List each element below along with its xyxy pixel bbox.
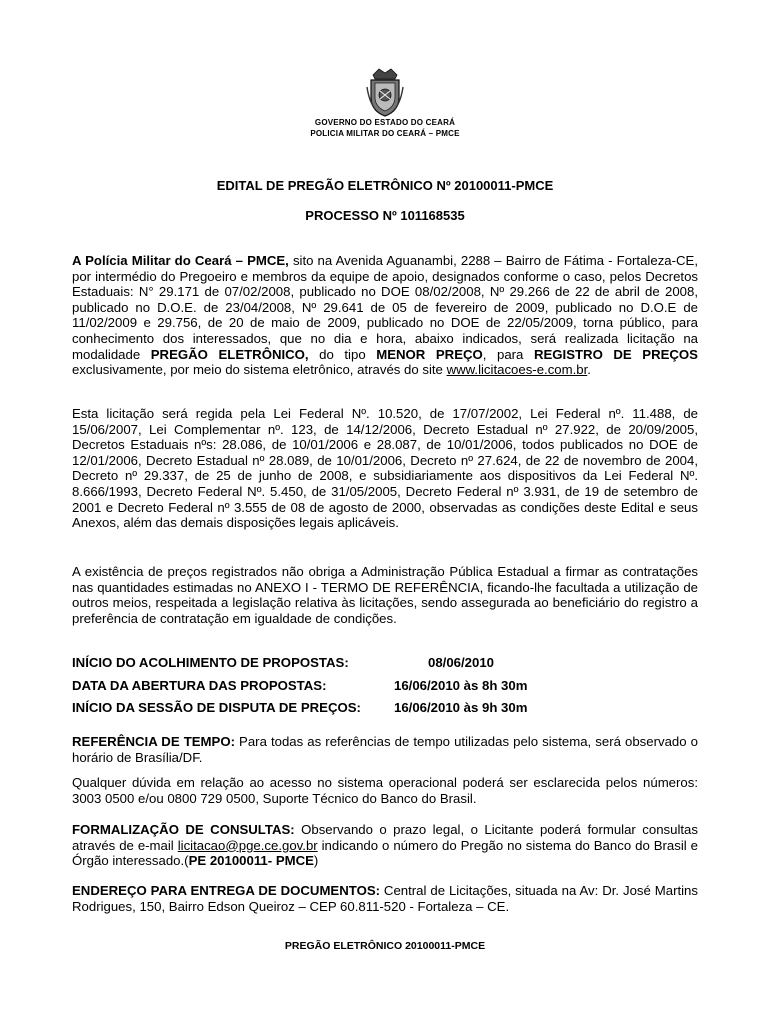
legislation-paragraph: Esta licitação será regida pela Lei Federal Nº. 10.520, de 17/07/2002, Lei Federal nº. 11.488, de 15/06/2007, Lei Complementar nº. 123, de 14/12/2006, Decreto Estadual nº 27.922, de 20/09/2005, Decretos Estaduais nºs: 28.086, de 10/01/2006 e 28.087, de 10/01/2006, todos publicados no DOE de 12/01/2006, Decreto Estadual nº 28.089, de 10/01/2006, Decreto nº 27.624, de 22 de novembro de 2004, Decreto nº 29.337, de 25 de junho de 2008, e subsidiariamente aos dispositivos da Lei Federal Nº. 8.666/1993, Decreto Federal Nº. 5.450, de 31/05/2005, Decreto Federal nº 3.931, de 19 de setembro de 2001 e Decreto Federal nº 3.555 de 08 de agosto de 2000, observadas as condições deste Edital e seus Anexos, além das demais disposições legais aplicáveis. [72,406,698,531]
website-link[interactable]: www.licitacoes-e.com.br [446,362,588,378]
consultations-label: FORMALIZAÇÃO DE CONSULTAS: [72,822,295,837]
schedule-value: 08/06/2010 [428,655,495,670]
schedule-label: INÍCIO DO ACOLHIMENTO DE PROPOSTAS: [72,655,349,670]
time-reference-label: REFERÊNCIA DE TEMPO: [72,734,235,749]
processo-number: PROCESSO Nº 101168535 [305,208,465,223]
price-registry-paragraph: A existência de preços registrados não obriga a Administração Pública Estadual a firmar as contratações nas quantidades estimadas no ANEXO I - TERMO DE REFERÊNCIA, ficando-lhe facultada a utilização de outros meios, respeitada a legislação relativa às licitações, sendo assegurada ao beneficiário do registro a preferência de contratação em igualdade de condições. [72,564,698,626]
state-coat-of-arms-icon [365,67,405,117]
intro-text-3: , para [482,346,534,362]
support-paragraph: Qualquer dúvida em relação ao acesso no sistema operacional poderá ser esclarecida pelos números: 3003 0500 e/ou 0800 729 0500, Suporte Técnico do Banco do Brasil. [72,775,698,806]
schedule-value: 16/06/2010 às 9h 30m [394,700,528,715]
time-reference-text: Para todas as referências de tempo utilizadas pelo sistema, será observado o horário de Brasília/DF. [72,734,698,765]
intro-text-4: exclusivamente, por meio do sistema eletrônico, através do site [72,362,447,378]
agency-name: POLICIA MILITAR DO CEARÁ – PMCE [310,129,460,138]
schedule-value: 16/06/2010 às 8h 30m [394,678,528,693]
page-footer: PREGÃO ELETRÔNICO 20100011-PMCE [284,940,486,952]
consultations-end: ) [313,853,319,869]
edital-title: EDITAL DE PREGÃO ELETRÔNICO Nº 20100011-PMCE [216,178,554,193]
schedule-row [72,678,528,693]
consultations-text-1: Observando o prazo legal, o Licitante poderá formular consultas através de e-mail [72,822,698,853]
intro-text-1: sito na Avenida Aguanambi, 2288 – Bairro de Fátima - Fortaleza-CE, por intermédio do Pregoeiro e membros da equipe de apoio, designados conforme o caso, pelos Decretos Estaduais: N° 29.171 de 07/02/2008, publicado no DOE 08/02/2008, Nº 29.266 de 22 de abril de 2008, publicado no D.O.E. de 23/04/2008, Nº 29.641 de 05 de fevereiro de 2009, publicado no D.O.E de 11/02/2009 e 29.756, de 20 de maio de 2009, publicado no DOE de 22/05/2009, torna público, para conhecimento dos interessados, que no dia e hora, abaixo indicados, será realizada licitação na modalidade [72,253,698,362]
consultations-paragraph [72,822,698,869]
intro-end: . [587,362,591,378]
time-reference-paragraph [72,734,698,765]
intro-text-2: do tipo [308,346,377,362]
schedule-row [72,655,495,670]
agency-lead: A Polícia Militar do Ceará – PMCE, [72,253,289,268]
intro-paragraph [72,253,698,378]
pregao-code-bold: PE 20100011- PMCE [188,853,314,869]
modality-bold: PREGÃO ELETRÔNICO, [150,346,309,362]
registry-bold: REGISTRO DE PREÇOS [533,346,698,362]
delivery-address-label: ENDEREÇO PARA ENTREGA DE DOCUMENTOS: [72,883,381,898]
schedule-label: INÍCIO DA SESSÃO DE DISPUTA DE PREÇOS: [72,700,361,715]
delivery-address-paragraph [72,883,698,914]
consultations-text-2: indicando o número do Pregão no sistema do Banco do Brasil e Órgão interessado.( [72,837,699,869]
email-link[interactable]: licitacao@pge.ce.gov.br [177,837,318,853]
government-name: GOVERNO DO ESTADO DO CEARÁ [314,118,456,127]
delivery-address-text: Central de Licitações, situada na Av: Dr. José Martins Rodrigues, 150, Bairro Edson Queiroz – CEP 60.811-520 - Fortaleza – CE. [72,883,698,914]
schedule-label: DATA DA ABERTURA DAS PROPOSTAS: [72,678,327,693]
schedule-row [72,700,528,715]
type-bold: MENOR PREÇO [376,346,483,362]
